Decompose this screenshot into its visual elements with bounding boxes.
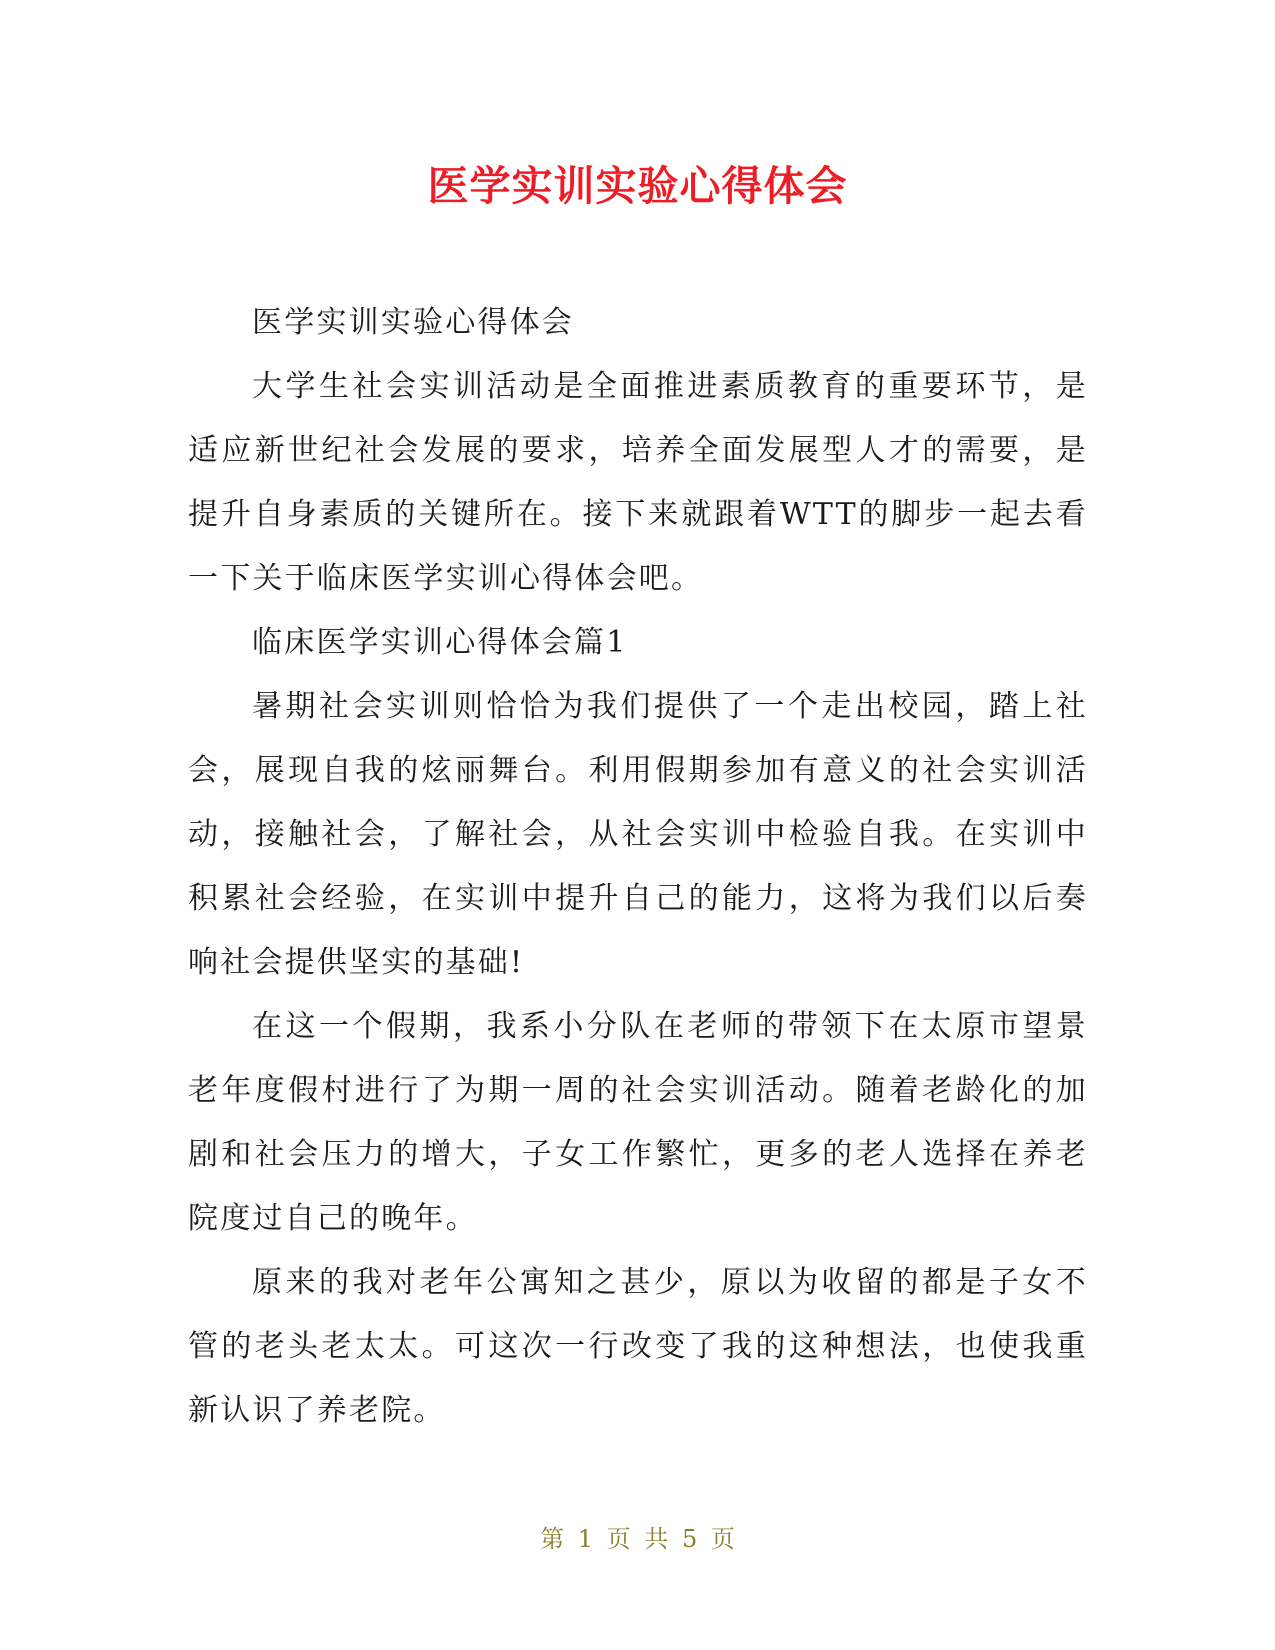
paragraph: 大学生社会实训活动是全面推进素质教育的重要环节，是适应新世纪社会发展的要求，培养全面发展型人才的需要，是提升自身素质的关键所在。接下来就跟着WTT的脚步一起去看一下关于临床医学实训心得体会吧。 [188,369,1088,596]
paragraph-heading: 医学实训实验心得体会 [252,305,574,340]
paragraph: 原来的我对老年公寓知之甚少，原以为收留的都是子女不管的老头老太太。可这次一行改变了我的这种想法，也使我重新认识了养老院。 [188,1265,1088,1428]
paragraph: 暑期社会实训则恰恰为我们提供了一个走出校园，踏上社会，展现自我的炫丽舞台。利用假期参加有意义的社会实训活动，接触社会，了解社会，从社会实训中检验自我。在实训中积累社会经验，在实训中提升自己的能力，这将为我们以后奏响社会提供坚实的基础! [188,689,1088,980]
section-heading: 临床医学实训心得体会篇1 [252,625,628,660]
document-body [188,291,1088,1443]
document-title: 医学实训实验心得体会 [427,162,848,210]
paragraph: 在这一个假期，我系小分队在老师的带领下在太原市望景老年度假村进行了为期一周的社会实训活动。随着老龄化的加剧和社会压力的增大，子女工作繁忙，更多的老人选择在养老院度过自己的晚年。 [188,1009,1088,1236]
page-footer: 第 1 页 共 5 页 [540,1525,735,1553]
